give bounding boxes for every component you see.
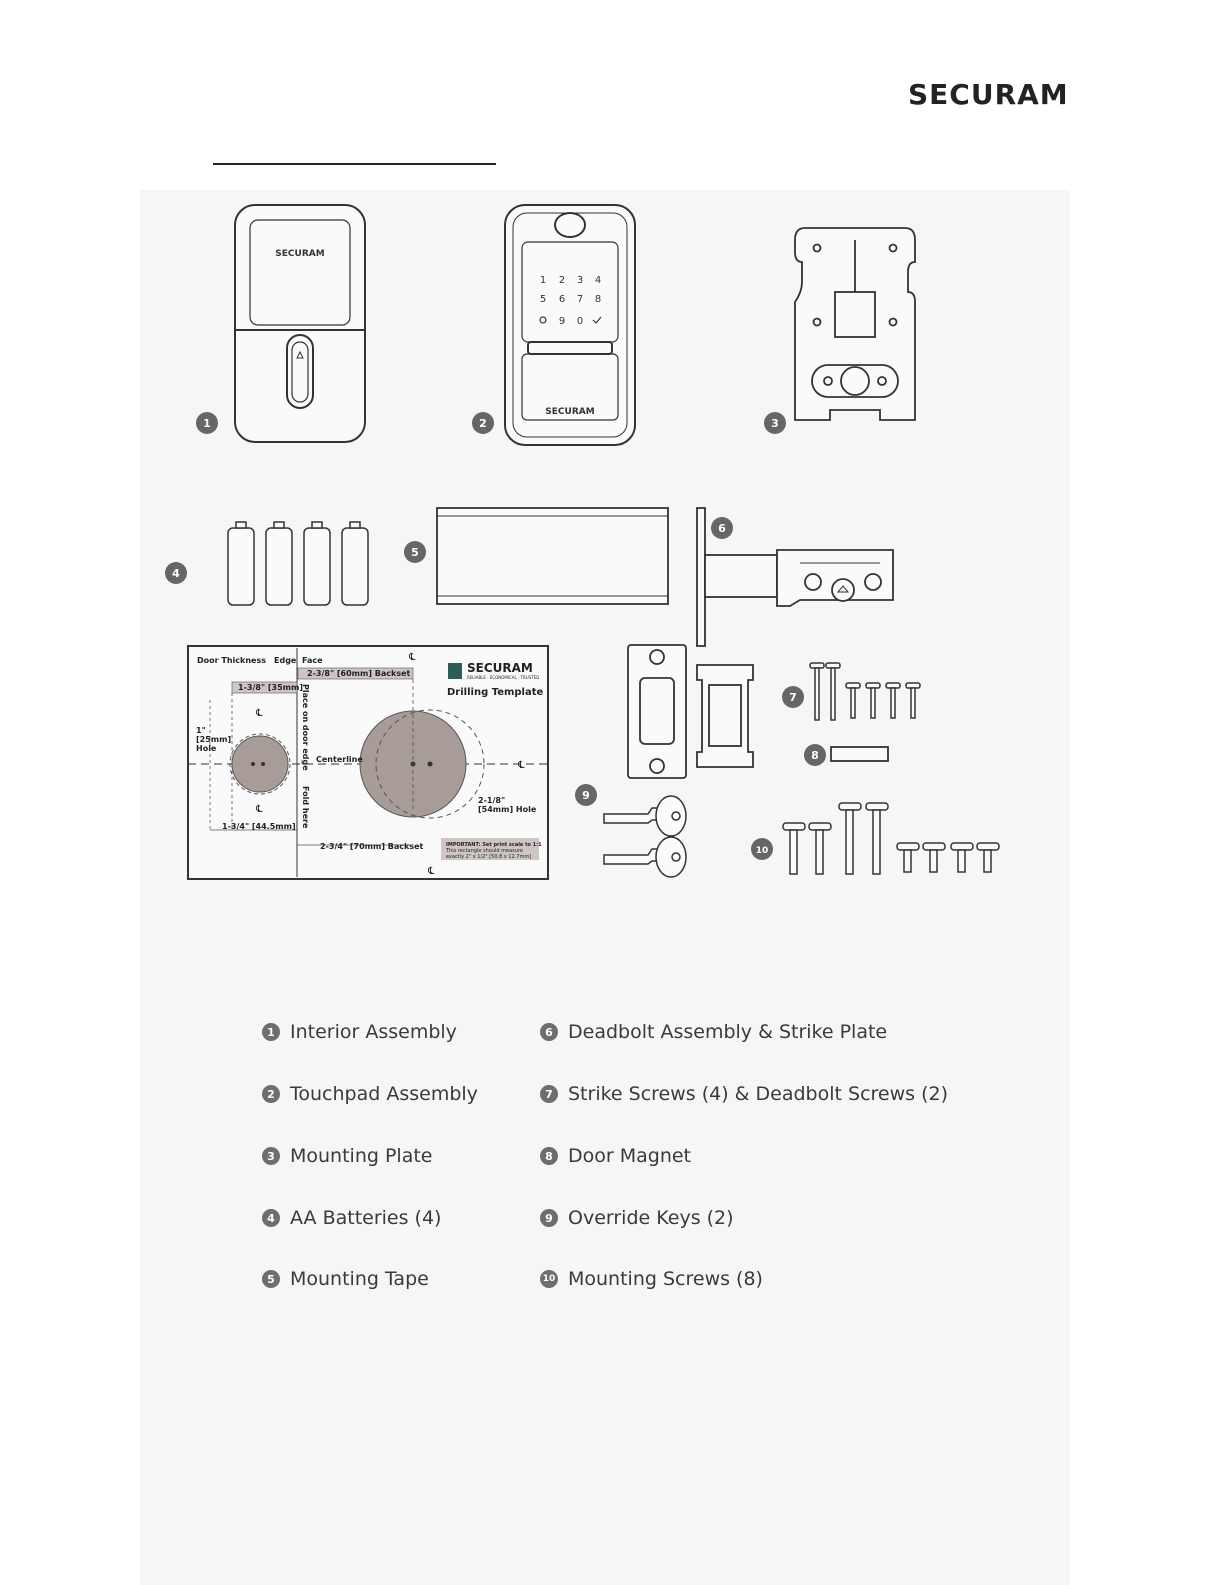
legend-number-4: 4 bbox=[262, 1209, 280, 1227]
legend-label-2: Touchpad Assembly bbox=[290, 1083, 478, 1105]
interior-assembly-drawing bbox=[235, 205, 365, 442]
badge-5: 5 bbox=[411, 546, 419, 559]
key-0: 0 bbox=[576, 316, 584, 327]
key-9: 9 bbox=[558, 316, 566, 327]
hole-1-label-a: 1" bbox=[196, 726, 206, 735]
legend-number-5: 5 bbox=[262, 1270, 280, 1288]
legend-item-3 bbox=[262, 1145, 433, 1167]
badge-6: 6 bbox=[718, 522, 726, 535]
place-on-door-edge-label: Place on door edge bbox=[301, 684, 310, 771]
badge-10: 10 bbox=[755, 846, 769, 856]
key-1: 1 bbox=[539, 275, 547, 286]
legend-number-9: 9 bbox=[540, 1209, 558, 1227]
door-thickness-label: Door Thickness bbox=[197, 656, 266, 665]
hole-1-label-b: [25mm] bbox=[196, 735, 232, 744]
centerline-symbol-2: ℄ bbox=[256, 804, 263, 815]
key-5: 5 bbox=[539, 294, 547, 305]
legend-item-10 bbox=[540, 1268, 763, 1290]
legend-number-7: 7 bbox=[540, 1085, 558, 1103]
backset-60-label: 2-3/8" [60mm] Backset bbox=[307, 669, 411, 678]
touchpad-brand-text: SECURAM bbox=[545, 407, 595, 417]
aa-batteries-drawing bbox=[228, 522, 368, 605]
interior-brand-text: SECURAM bbox=[275, 249, 325, 259]
legend-label-5: Mounting Tape bbox=[290, 1268, 429, 1290]
badge-3: 3 bbox=[771, 417, 779, 430]
template-logo-mark bbox=[448, 663, 462, 679]
override-keys-drawing bbox=[604, 796, 686, 877]
mounting-plate-drawing bbox=[795, 228, 915, 420]
badge-9: 9 bbox=[582, 789, 590, 802]
key-4: 4 bbox=[594, 275, 602, 286]
legend-label-4: AA Batteries (4) bbox=[290, 1207, 442, 1229]
mounting-tape-drawing bbox=[437, 508, 668, 604]
important-line-3: exactly 2" x 1/2" [50.8 x 12.7mm] bbox=[446, 854, 532, 860]
strike-box-drawing bbox=[697, 665, 753, 767]
mounting-screws-drawing bbox=[783, 803, 999, 874]
centerline-symbol-3: ℄ bbox=[409, 652, 416, 663]
legend-item-7 bbox=[540, 1083, 948, 1105]
legend-item-1 bbox=[262, 1021, 457, 1043]
legend-item-2 bbox=[262, 1083, 478, 1105]
legend-item-6 bbox=[540, 1021, 887, 1043]
key-2: 2 bbox=[558, 275, 566, 286]
badge-7: 7 bbox=[789, 691, 797, 704]
badge-2: 2 bbox=[479, 417, 487, 430]
dim-35-label: 1-3/8" [35mm] bbox=[238, 683, 304, 692]
key-6: 6 bbox=[558, 294, 566, 305]
legend-label-6: Deadbolt Assembly & Strike Plate bbox=[568, 1021, 888, 1043]
legend-number-2: 2 bbox=[262, 1085, 280, 1103]
centerline-symbol-1: ℄ bbox=[256, 708, 263, 719]
legend-item-5 bbox=[262, 1268, 429, 1290]
template-tagline: RELIABLE · ECONOMICAL · TRUSTED bbox=[467, 675, 540, 680]
centerline-label: Centerline bbox=[316, 755, 363, 764]
hole-2-label-a: 2-1/8" bbox=[478, 796, 506, 805]
legend-item-9 bbox=[540, 1207, 734, 1229]
legend-label-9: Override Keys (2) bbox=[568, 1207, 734, 1229]
edge-label: Edge bbox=[274, 656, 297, 665]
key-8: 8 bbox=[594, 294, 602, 305]
backset-70-label: 2-3/4" [70mm] Backset bbox=[320, 842, 424, 851]
template-title: Drilling Template bbox=[447, 687, 544, 698]
key-7: 7 bbox=[576, 294, 584, 305]
legend-label-3: Mounting Plate bbox=[290, 1145, 433, 1167]
legend-number-3: 3 bbox=[262, 1147, 280, 1165]
key-3: 3 bbox=[576, 275, 584, 286]
dim-44-label: 1-3/4" [44.5mm] bbox=[222, 822, 296, 831]
template-brand: SECURAM bbox=[467, 661, 533, 675]
legend-number-6: 6 bbox=[540, 1023, 558, 1041]
brand-logo: SECURAM bbox=[908, 78, 1069, 111]
centerline-symbol-4: ℄ bbox=[518, 760, 525, 771]
door-magnet-drawing bbox=[831, 747, 888, 761]
important-line-2: This rectangle should measure bbox=[446, 848, 523, 854]
legend-number-10: 10 bbox=[540, 1270, 558, 1288]
badge-8: 8 bbox=[811, 749, 819, 762]
legend-label-10: Mounting Screws (8) bbox=[568, 1268, 763, 1290]
badge-4: 4 bbox=[172, 567, 180, 580]
legend-number-1: 1 bbox=[262, 1023, 280, 1041]
hole-1-label-c: Hole bbox=[196, 744, 217, 753]
strike-and-deadbolt-screws-drawing bbox=[810, 663, 920, 720]
legend-label-8: Door Magnet bbox=[568, 1145, 692, 1167]
centerline-symbol-5: ℄ bbox=[428, 866, 435, 877]
legend-label-1: Interior Assembly bbox=[290, 1021, 457, 1043]
fold-here-label: Fold here bbox=[301, 786, 310, 829]
important-line-1: IMPORTANT: Set print scale to 1:1 bbox=[446, 842, 542, 848]
legend-label-7: Strike Screws (4) & Deadbolt Screws (2) bbox=[568, 1083, 948, 1105]
legend-item-8 bbox=[540, 1145, 691, 1167]
legend-number-8: 8 bbox=[540, 1147, 558, 1165]
face-label: Face bbox=[302, 656, 323, 665]
hole-2-label-b: [54mm] Hole bbox=[478, 805, 537, 814]
badge-1: 1 bbox=[203, 417, 211, 430]
legend-item-4 bbox=[262, 1207, 441, 1229]
strike-plate-drawing bbox=[628, 645, 686, 778]
